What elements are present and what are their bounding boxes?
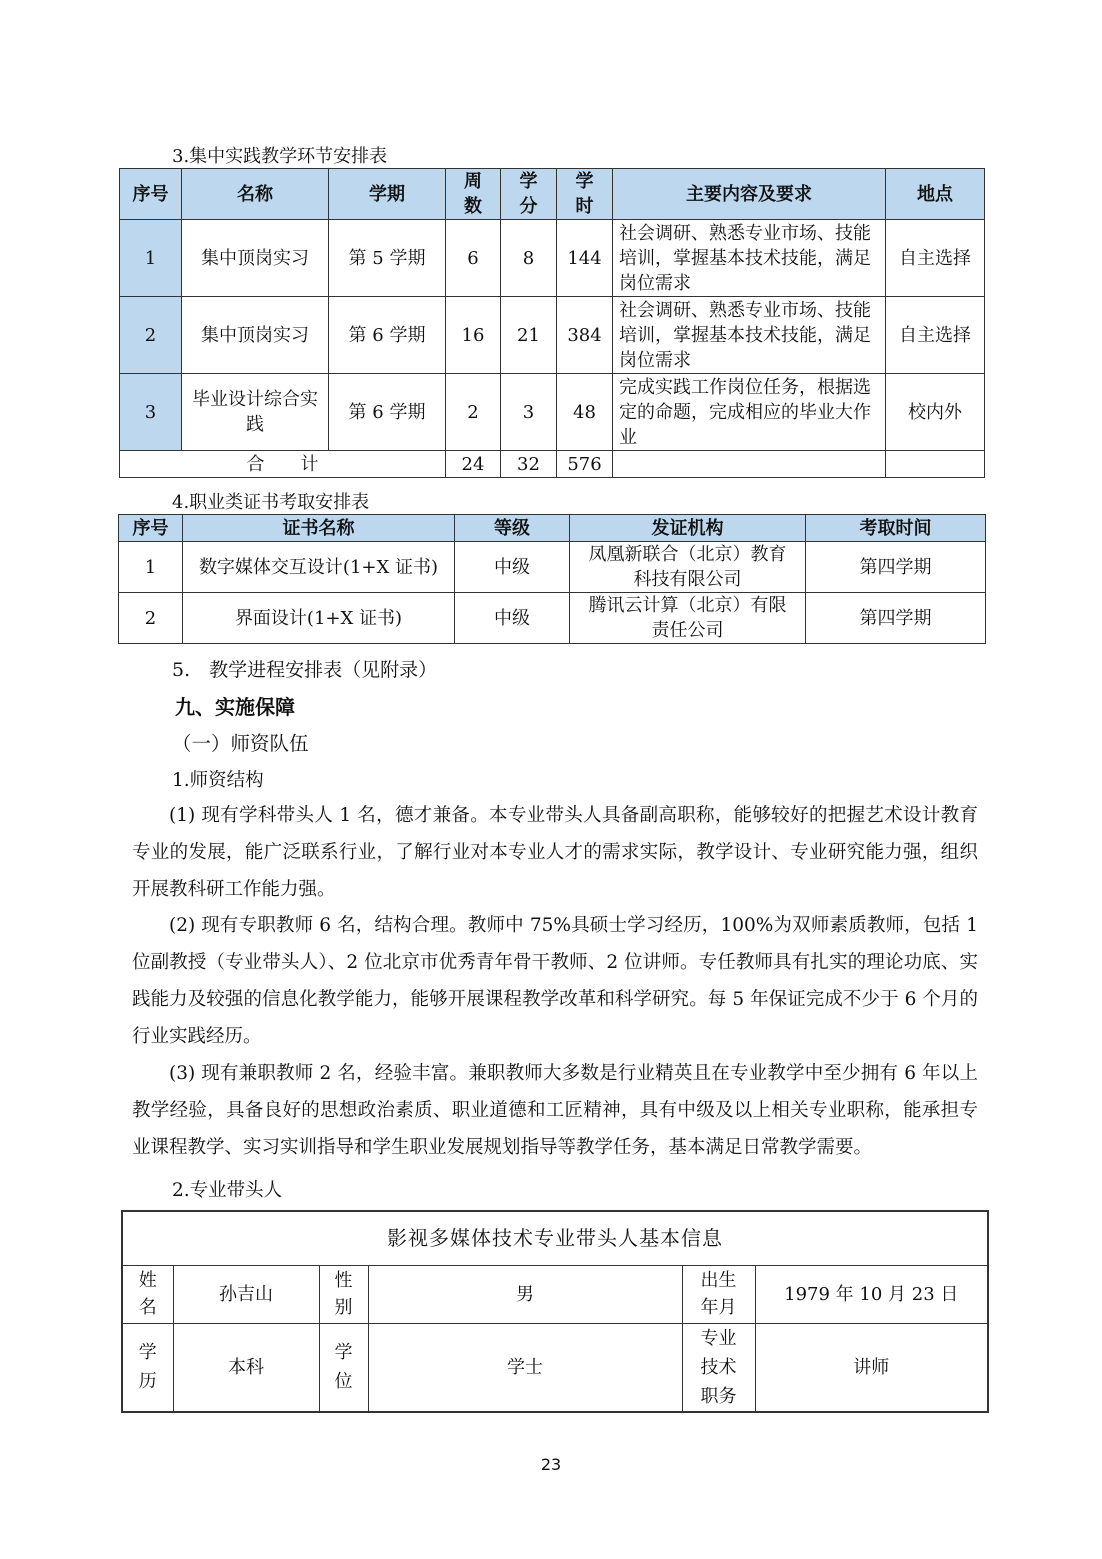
row-place: 自主选择 — [886, 220, 985, 297]
table-row — [119, 593, 986, 644]
subsection-item-2: 2.专业带头人 — [172, 1180, 283, 1201]
row-weeks: 16 — [446, 297, 501, 374]
row-name: 毕业设计综合实践 — [182, 374, 329, 451]
row-hours: 384 — [557, 297, 613, 374]
row-content: 社会调研、熟悉专业市场、技能培训，掌握基本技术技能，满足岗位需求 — [613, 297, 886, 374]
table1-caption: 3.集中实践教学环节安排表 — [172, 146, 388, 167]
birth-value: 1979 年 10 月 23 日 — [755, 1265, 988, 1323]
table-row — [120, 297, 985, 374]
section-heading: 九、实施保障 — [175, 695, 295, 719]
certificate-table — [118, 514, 986, 644]
row-issuer: 凤凰新联合（北京）教育科技有限公司 — [570, 542, 806, 593]
paragraph-3: (3) 现有兼职教师 2 名，经验丰富。兼职教师大多数是行业精英且在专业教学中至少拥有 6 年以上教学经验，具备良好的思想政治素质、职业道德和工匠精神，具有中级及以上相关专业职称，能承担专业课程教学、实习实训指导和学生职业发展规划指导等教学任务，基本满足日常教学需要。 — [132, 1063, 978, 1158]
professional-title-label: 专业 技术 职务 — [682, 1323, 755, 1412]
row-hours: 144 — [557, 220, 613, 297]
row-semester: 第 6 学期 — [329, 374, 446, 451]
page-number: 23 — [540, 1455, 562, 1474]
total-hours: 576 — [557, 451, 613, 478]
row-semester: 第 5 学期 — [329, 220, 446, 297]
total-weeks: 24 — [446, 451, 501, 478]
header-index: 序号 — [120, 169, 182, 220]
table1-header-row — [120, 169, 985, 220]
education-value: 本科 — [173, 1323, 319, 1412]
total-label: 合 计 — [120, 451, 446, 478]
table-row — [119, 542, 986, 593]
table2-header-row — [119, 515, 986, 542]
total-row — [120, 451, 985, 478]
row-certificate: 数字媒体交互设计(1+X 证书) — [183, 542, 455, 593]
gender-value: 男 — [368, 1265, 682, 1323]
header-place: 地点 — [886, 169, 985, 220]
item5-text: 5. 教学进程安排表（见附录） — [172, 659, 438, 681]
row-certificate: 界面设计(1+X 证书) — [183, 593, 455, 644]
paragraph-1: (1) 现有学科带头人 1 名，德才兼备。本专业带头人具备副高职称，能够较好的把握艺术设计教育专业的发展，能广泛联系行业，了解行业对本专业人才的需求实际，教学设计、专业研究能力强，组织开展教科研工作能力强。 — [132, 805, 978, 900]
leader-info-table — [121, 1210, 989, 1413]
name-value: 孙吉山 — [173, 1265, 319, 1323]
header-index: 序号 — [119, 515, 183, 542]
birth-label: 出生 年月 — [682, 1265, 755, 1323]
education-label: 学 历 — [122, 1323, 173, 1412]
subsection-item-1: 1.师资结构 — [172, 770, 264, 791]
row-weeks: 6 — [446, 220, 501, 297]
row-exam-time: 第四学期 — [806, 542, 986, 593]
table-row — [120, 374, 985, 451]
professional-title-value: 讲师 — [755, 1323, 988, 1412]
row-issuer: 腾讯云计算（北京）有限责任公司 — [570, 593, 806, 644]
practice-table — [119, 168, 985, 478]
header-level: 等级 — [455, 515, 570, 542]
total-content — [613, 451, 886, 478]
table2-caption: 4.职业类证书考取安排表 — [172, 492, 370, 513]
header-credits: 学 分 — [501, 169, 557, 220]
gender-label: 性 别 — [319, 1265, 368, 1323]
row-index: 1 — [120, 220, 182, 297]
header-weeks: 周 数 — [446, 169, 501, 220]
row-index: 3 — [120, 374, 182, 451]
row-credits: 3 — [501, 374, 557, 451]
row-place: 校内外 — [886, 374, 985, 451]
subsection-heading: （一）师资队伍 — [172, 732, 309, 755]
info-table-title: 影视多媒体技术专业带头人基本信息 — [122, 1211, 988, 1265]
row-credits: 8 — [501, 220, 557, 297]
row-weeks: 2 — [446, 374, 501, 451]
row-hours: 48 — [557, 374, 613, 451]
header-exam-time: 考取时间 — [806, 515, 986, 542]
row-exam-time: 第四学期 — [806, 593, 986, 644]
row-content: 完成实践工作岗位任务，根据选定的命题，完成相应的毕业大作业 — [613, 374, 886, 451]
row-semester: 第 6 学期 — [329, 297, 446, 374]
paragraph-2: (2) 现有专职教师 6 名，结构合理。教师中 75%具硕士学习经历，100%为双师素质教师，包括 1 位副教授（专业带头人）、2 位北京市优秀青年骨干教师、2 位讲师。专任教师具有扎实的理论功底、实践能力及较强的信息化教学能力，能够开展课程教学改革和科学研究。每 5 年保证完成不少于 6 个月的行业实践经历。 — [132, 915, 978, 1047]
table-row — [120, 220, 985, 297]
row-index: 2 — [119, 593, 183, 644]
row-credits: 21 — [501, 297, 557, 374]
header-certificate: 证书名称 — [183, 515, 455, 542]
row-index: 2 — [120, 297, 182, 374]
header-content: 主要内容及要求 — [613, 169, 886, 220]
row-name: 集中顶岗实习 — [182, 297, 329, 374]
row-content: 社会调研、熟悉专业市场、技能培训，掌握基本技术技能，满足岗位需求 — [613, 220, 886, 297]
header-issuer: 发证机构 — [570, 515, 806, 542]
row-place: 自主选择 — [886, 297, 985, 374]
row-level: 中级 — [455, 593, 570, 644]
row-name: 集中顶岗实习 — [182, 220, 329, 297]
row-index: 1 — [119, 542, 183, 593]
degree-value: 学士 — [368, 1323, 682, 1412]
header-name: 名称 — [182, 169, 329, 220]
row-level: 中级 — [455, 542, 570, 593]
degree-label: 学 位 — [319, 1323, 368, 1412]
total-place — [886, 451, 985, 478]
total-credits: 32 — [501, 451, 557, 478]
header-semester: 学期 — [329, 169, 446, 220]
header-hours: 学 时 — [557, 169, 613, 220]
name-label: 姓 名 — [122, 1265, 173, 1323]
